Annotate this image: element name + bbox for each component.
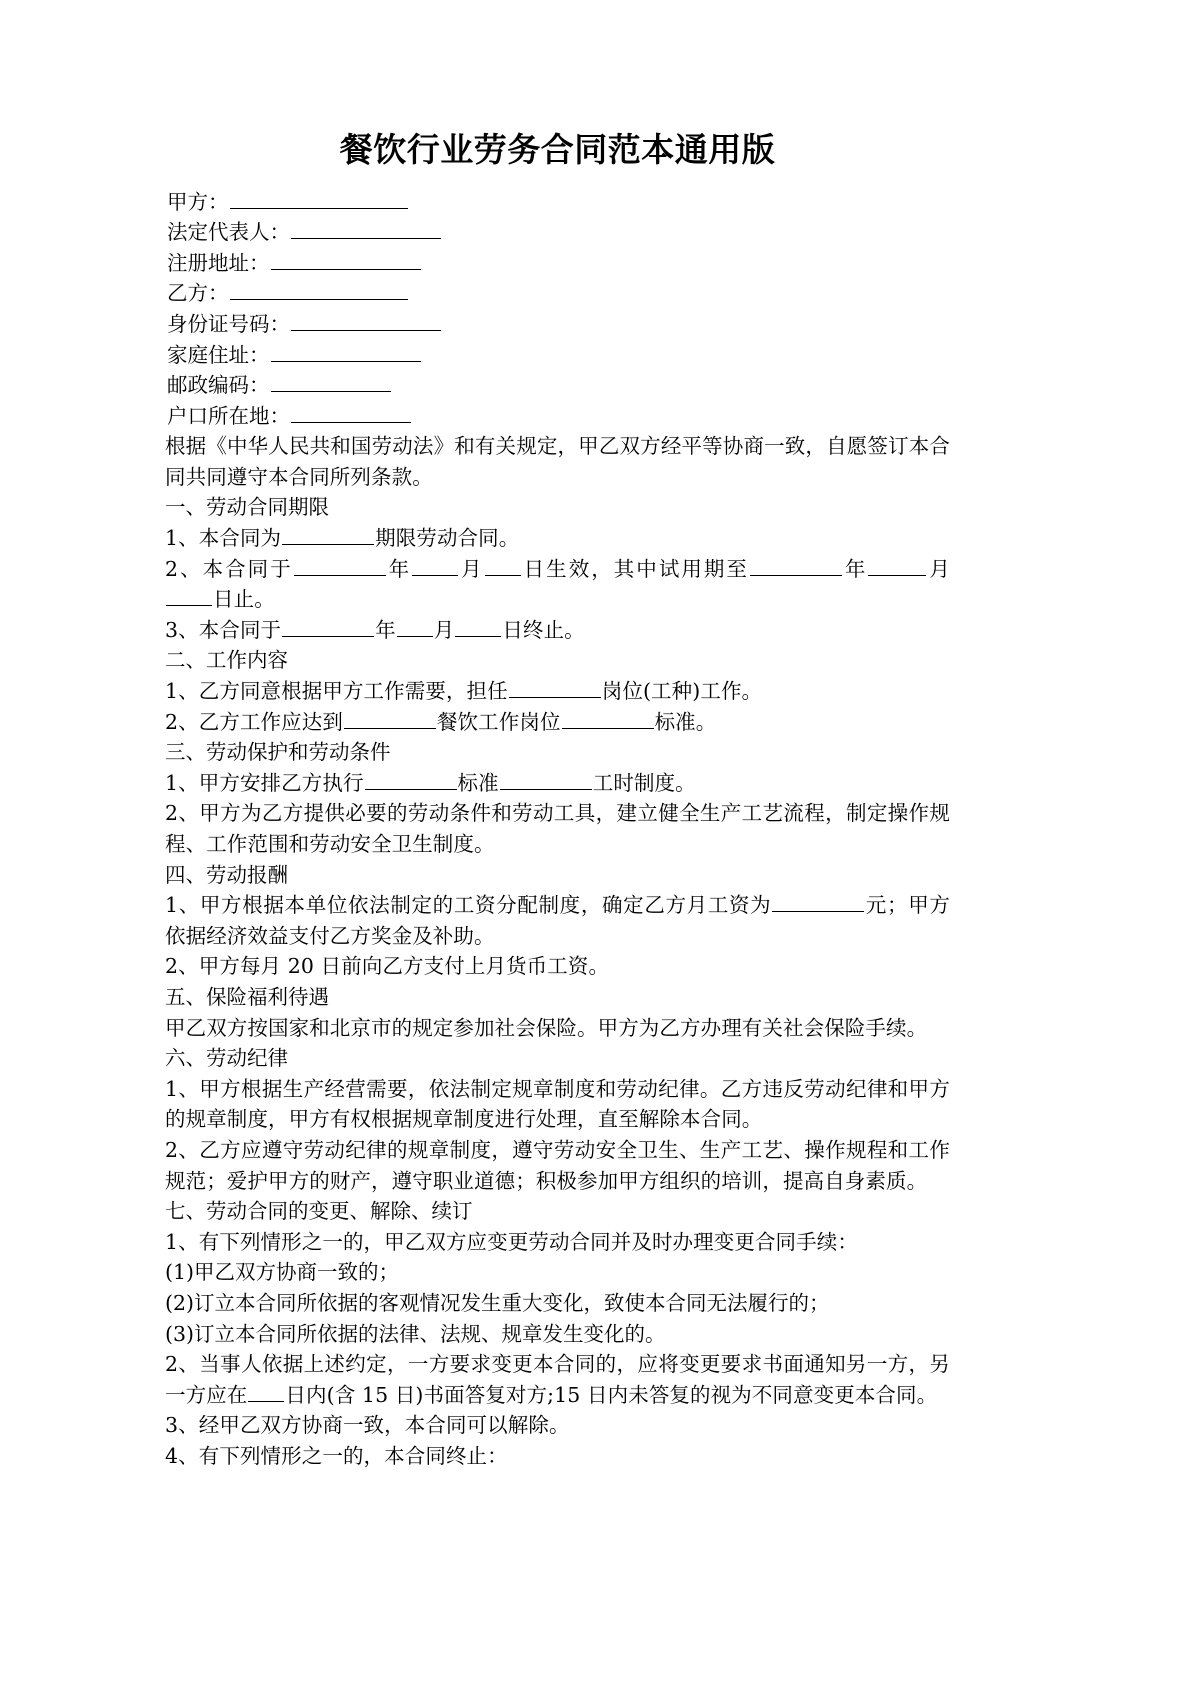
field-blank-household-registration[interactable] (291, 402, 411, 422)
field-row-legal-representative (165, 217, 950, 248)
clause-1-2-blank-day-2[interactable] (166, 586, 212, 606)
clause-2-2-blank-1[interactable] (344, 708, 436, 728)
field-row-id-number (165, 309, 950, 340)
field-label-id-number: 身份证号码： (167, 311, 290, 336)
clause-3-1-blank-2[interactable] (500, 769, 592, 789)
clause-1-2-text-f: 月 (927, 556, 950, 581)
section-heading-modification-termination: 七、劳动合同的变更、解除、续订 (165, 1199, 473, 1224)
clause-4-1 (165, 890, 950, 951)
clause-1-2-blank-year-1[interactable] (294, 555, 386, 575)
field-label-legal-representative: 法定代表人： (167, 220, 290, 245)
clause-6-1: 1、甲方根据生产经营需要，依法制定规章制度和劳动纪律。乙方违反劳动纪律和甲方的规章制度，甲方有权根据规章制度进行处理，直至解除本合同。 (165, 1076, 950, 1132)
clause-4-1-blank-wage[interactable] (772, 892, 864, 912)
page-title: 餐饮行业劳务合同范本通用版 (339, 130, 776, 169)
field-label-party-b: 乙方： (167, 281, 229, 306)
clause-4-1-text-a: 1、甲方根据本单位依法制定的工资分配制度，确定乙方月工资为 (165, 893, 772, 918)
clause-2-2-text-a: 2、乙方工作应达到 (165, 709, 343, 734)
section-heading-contract-term: 一、劳动合同期限 (165, 495, 329, 520)
field-label-postal-code: 邮政编码： (167, 373, 270, 398)
clause-4-2: 2、甲方每月 20 日前向乙方支付上月货币工资。 (165, 954, 610, 979)
clause-1-3-text-a: 3、本合同于 (165, 617, 282, 642)
clause-1-2-blank-month-1[interactable] (412, 555, 458, 575)
clause-1-2-text-a: 2、本合同于 (165, 556, 293, 581)
clause-1-3-blank-month[interactable] (397, 616, 433, 636)
field-blank-home-address[interactable] (271, 341, 421, 361)
field-row-postal-code (165, 370, 950, 401)
clause-7-1: 1、有下列情形之一的，甲乙双方应变更劳动合同并及时办理变更合同手续： (165, 1229, 858, 1254)
field-blank-party-b[interactable] (230, 280, 408, 300)
clause-1-1-text-b: 期限劳动合同。 (375, 526, 520, 551)
section-heading-labor-discipline: 六、劳动纪律 (165, 1046, 288, 1071)
clause-1-2-text-b: 年 (386, 556, 412, 581)
clause-7-2-text-a: 2、当事人依据上述约定，一方要求变更本合同的，应将变更要求书面通知另一方，另一方应在 (165, 1352, 950, 1407)
field-row-registered-address (165, 248, 950, 279)
clause-1-2-blank-year-2[interactable] (750, 555, 842, 575)
field-blank-legal-representative[interactable] (291, 219, 441, 239)
field-blank-registered-address[interactable] (271, 249, 421, 269)
clause-7-2-blank-days[interactable] (248, 1381, 284, 1401)
clause-7-1-sub-2: (2)订立本合同所依据的客观情况发生重大变化，致使本合同无法履行的； (165, 1290, 830, 1315)
section-heading-labor-protection: 三、劳动保护和劳动条件 (165, 740, 391, 765)
clause-7-2 (165, 1349, 950, 1410)
clause-1-3-blank-day[interactable] (455, 616, 501, 636)
clause-1-2-blank-month-2[interactable] (868, 555, 926, 575)
clause-1-2-text-g: 日止。 (213, 587, 275, 612)
field-row-household-registration (165, 401, 950, 432)
clause-1-2-text-d: 日生效，其中试用期至 (521, 556, 749, 581)
clause-1-3-text-c: 月 (433, 617, 455, 642)
clause-7-1-sub-1: (1)甲乙双方协商一致的； (165, 1260, 400, 1285)
clause-2-2-blank-2[interactable] (562, 708, 654, 728)
clause-7-2-text-b: 日内(含 15 日)书面答复对方;15 日内未答复的视为不同意变更本合同。 (285, 1382, 938, 1407)
field-label-party-a: 甲方： (167, 189, 229, 214)
clause-1-2-text-e: 年 (842, 556, 868, 581)
clause-1-2 (165, 554, 950, 615)
clause-1-3 (165, 615, 950, 646)
field-row-party-b (165, 278, 950, 309)
clause-1-1-blank[interactable] (282, 525, 374, 545)
field-blank-party-a[interactable] (230, 188, 408, 208)
field-blank-postal-code[interactable] (271, 372, 391, 392)
document-body (165, 128, 950, 1471)
clause-1-3-text-b: 年 (375, 617, 396, 642)
field-blank-id-number[interactable] (291, 310, 441, 330)
clause-3-1-text-a: 1、甲方安排乙方执行 (165, 770, 364, 795)
clause-1-1-text-a: 1、本合同为 (165, 526, 282, 551)
clause-7-4: 4、有下列情形之一的，本合同终止： (165, 1443, 508, 1468)
field-row-home-address (165, 340, 950, 371)
clause-1-2-text-c: 月 (459, 556, 484, 581)
clause-1-3-text-d: 日终止。 (502, 617, 585, 642)
field-row-party-a (165, 187, 950, 218)
clause-4-1-text-b: 元；甲方依据经济效益支付乙方奖金及补助。 (165, 893, 950, 948)
clause-2-1-text-a: 1、乙方同意根据甲方工作需要，担任 (165, 679, 508, 704)
clause-3-1-text-c: 工时制度。 (592, 770, 696, 795)
clause-1-1 (165, 523, 950, 554)
clause-1-2-blank-day-1[interactable] (485, 555, 521, 575)
section-heading-insurance-benefits: 五、保险福利待遇 (165, 984, 329, 1009)
clause-2-2-text-b: 餐饮工作岗位 (436, 709, 561, 734)
field-label-home-address: 家庭住址： (167, 342, 270, 367)
clause-2-1-text-b: 岗位(工种)工作。 (601, 679, 763, 704)
field-label-household-registration: 户口所在地： (167, 403, 290, 428)
clause-1-3-blank-year[interactable] (282, 616, 374, 636)
clause-3-1-blank-1[interactable] (365, 769, 457, 789)
section-heading-work-content: 二、工作内容 (165, 648, 288, 673)
preamble-paragraph: 根据《中华人民共和国劳动法》和有关规定，甲乙双方经平等协商一致，自愿签订本合同共同遵守本合同所列条款。 (165, 434, 950, 489)
clause-2-1 (165, 676, 950, 707)
clause-5-body: 甲乙双方按国家和北京市的规定参加社会保险。甲方为乙方办理有关社会保险手续。 (165, 1015, 928, 1040)
clause-2-2-text-c: 标准。 (654, 709, 717, 734)
clause-2-2 (165, 707, 950, 738)
section-heading-remuneration: 四、劳动报酬 (165, 862, 288, 887)
clause-3-2: 2、甲方为乙方提供必要的劳动条件和劳动工具，建立健全生产工艺流程，制定操作规程、工作范围和劳动安全卫生制度。 (165, 801, 950, 857)
field-label-registered-address: 注册地址： (167, 250, 270, 275)
clause-3-1 (165, 768, 950, 799)
clause-7-1-sub-3: (3)订立本合同所依据的法律、法规、规章发生变化的。 (165, 1321, 666, 1346)
clause-7-3: 3、经甲乙双方协商一致，本合同可以解除。 (165, 1413, 570, 1438)
clause-6-2: 2、乙方应遵守劳动纪律的规章制度，遵守劳动安全卫生、生产工艺、操作规程和工作规范；爱护甲方的财产，遵守职业道德；积极参加甲方组织的培训，提高自身素质。 (165, 1137, 950, 1193)
clause-3-1-text-b: 标准 (457, 770, 499, 795)
clause-2-1-blank[interactable] (509, 678, 601, 698)
